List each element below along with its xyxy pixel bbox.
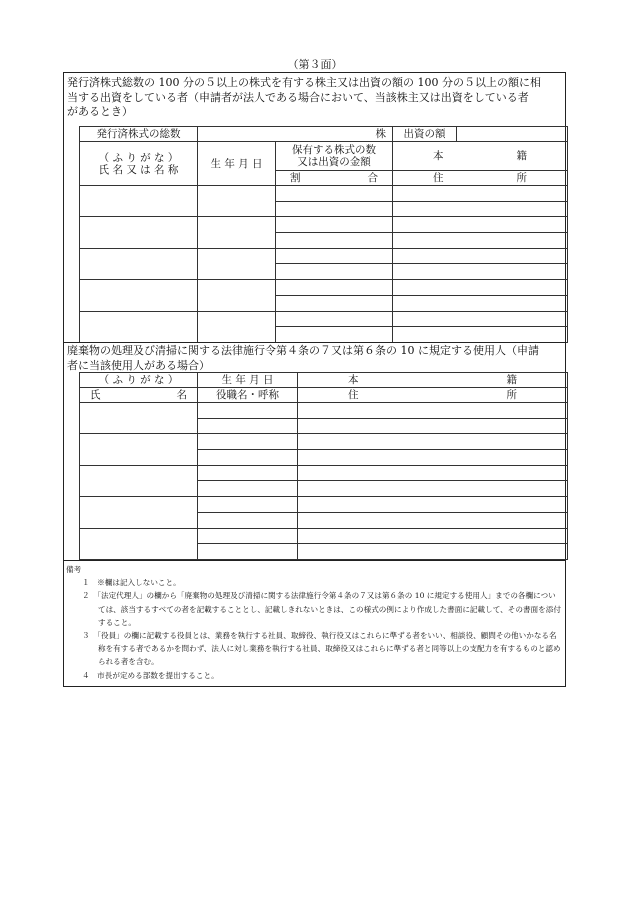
shareholders-table xyxy=(79,126,568,343)
shareholder-ratio-cell[interactable] xyxy=(276,201,393,217)
total-shares-field[interactable] xyxy=(198,127,393,142)
domicile-header-char: 本 xyxy=(433,150,444,162)
address-header-char: 住 xyxy=(433,172,444,184)
employee-birth-cell[interactable] xyxy=(198,497,298,513)
shareholder-ratio-cell[interactable] xyxy=(276,327,393,343)
employee-domicile-cell[interactable] xyxy=(298,528,568,544)
shareholder-birth-cell[interactable] xyxy=(198,311,276,342)
employee-address-cell[interactable] xyxy=(298,418,568,434)
shareholder-birth-cell[interactable] xyxy=(198,248,276,279)
shareholder-ratio-cell[interactable] xyxy=(276,264,393,280)
shareholder-address-cell[interactable] xyxy=(393,264,568,280)
address-header xyxy=(298,388,568,403)
employee-domicile-cell[interactable] xyxy=(298,434,568,450)
note-item: ４ 市長が定める部数を提出すること。 xyxy=(82,670,219,680)
employee-name-cell[interactable] xyxy=(80,434,198,465)
section1-heading-line: があるとき） xyxy=(67,105,133,118)
employee-address-cell[interactable] xyxy=(298,512,568,528)
notes xyxy=(66,563,562,682)
birth-header: 生 年 月 日 xyxy=(198,373,298,388)
shareholder-birth-cell[interactable] xyxy=(198,186,276,217)
employee-address-cell[interactable] xyxy=(298,544,568,560)
shares-unit: 株 xyxy=(375,128,387,140)
domicile-header xyxy=(393,142,568,171)
employee-address-cell[interactable] xyxy=(298,481,568,497)
title-header: 役職名・呼称 xyxy=(198,388,298,403)
ratio-header-char: 合 xyxy=(367,172,379,184)
name-header-char: 名 xyxy=(176,389,187,401)
employee-birth-cell[interactable] xyxy=(198,528,298,544)
shareholder-name-cell[interactable] xyxy=(80,248,198,279)
shareholder-address-cell[interactable] xyxy=(393,201,568,217)
furigana-header: （ ふ り が な ） xyxy=(98,151,179,164)
domicile-header-char: 本 xyxy=(348,374,359,386)
shareholder-birth-cell[interactable] xyxy=(198,280,276,311)
shareholder-name-cell[interactable] xyxy=(80,217,198,248)
section2-heading-line: 廃棄物の処理及び清掃に関する法律施行令第４条の７又は第６条の 10 に規定する使用人（申請 xyxy=(67,344,539,357)
shareholder-domicile-cell[interactable] xyxy=(393,280,568,296)
shareholder-holdings-cell[interactable] xyxy=(276,311,393,327)
birth-header: 生 年 月 日 xyxy=(198,142,276,186)
page-label: （第３面） xyxy=(287,58,343,71)
employee-title-cell[interactable] xyxy=(198,450,298,466)
employee-birth-cell[interactable] xyxy=(198,434,298,450)
domicile-header-char: 籍 xyxy=(516,150,528,162)
holdings-header-line: 又は出資の金額 xyxy=(297,156,371,168)
shareholder-address-cell[interactable] xyxy=(393,233,568,249)
shareholder-ratio-cell[interactable] xyxy=(276,233,393,249)
name-header xyxy=(80,388,198,403)
section1-heading-line: 発行済株式総数の 100 分の５以上の株式を有する株主又は出資の額の 100 分の５以上の額に相 xyxy=(67,76,541,89)
address-header-char: 所 xyxy=(506,389,517,401)
shareholder-ratio-cell[interactable] xyxy=(276,295,393,311)
shareholder-domicile-cell[interactable] xyxy=(393,217,568,233)
name-header xyxy=(80,142,198,186)
section2-heading-line: 者に当該使用人がある場合） xyxy=(67,358,210,372)
shareholder-holdings-cell[interactable] xyxy=(276,186,393,202)
note-item: ３ 「役員」の欄に記載する役員とは、業務を執行する社員、取締役、執行役又はこれらに準ずる者をいい、相談役、顧問その他いかなる名称を有する者であるかを問わず、法人に対し業務を執行する社員、取締役又はこれらに準ずる者と同等以上の支配力を有するものと認められる者を含む。 xyxy=(82,631,561,667)
employee-name-cell[interactable] xyxy=(80,465,198,496)
employee-address-cell[interactable] xyxy=(298,450,568,466)
employee-name-cell[interactable] xyxy=(80,497,198,528)
employee-title-cell[interactable] xyxy=(198,481,298,497)
note-item: ２ 「法定代理人」の欄から「廃棄物の処理及び清掃に関する法律施行令第４条の７又は第６条の 10 に規定する使用人」までの各欄については、該当するすべての者を記載することとし、記載しきれないときは、この様式の例により作成した書面に記載して、その書面を添付すること。 xyxy=(82,591,561,627)
employee-title-cell[interactable] xyxy=(198,512,298,528)
address-header-char: 所 xyxy=(516,172,528,184)
shareholder-holdings-cell[interactable] xyxy=(276,280,393,296)
shareholder-address-cell[interactable] xyxy=(393,295,568,311)
capital-field[interactable] xyxy=(457,127,568,142)
shareholder-address-cell[interactable] xyxy=(393,327,568,343)
shareholder-domicile-cell[interactable] xyxy=(393,248,568,264)
section-divider xyxy=(63,342,566,343)
shareholder-name-cell[interactable] xyxy=(80,280,198,311)
capital-label: 出資の額 xyxy=(393,127,457,142)
name-or-company-header: 氏 名 又 は 名 称 xyxy=(98,163,179,176)
employee-birth-cell[interactable] xyxy=(198,403,298,419)
notes-divider xyxy=(63,560,566,561)
employee-domicile-cell[interactable] xyxy=(298,497,568,513)
note-item: １ ※欄は記入しないこと。 xyxy=(82,578,181,588)
name-header-char: 氏 xyxy=(90,389,101,401)
shareholder-birth-cell[interactable] xyxy=(198,217,276,248)
employees-table xyxy=(79,372,568,560)
address-header xyxy=(393,171,568,186)
shareholder-name-cell[interactable] xyxy=(80,186,198,217)
section1-heading-line: 当する出資をしている者（申請者が法人である場合において、当該株主又は出資をしている者 xyxy=(67,90,529,104)
total-shares-label: 発行済株式の総数 xyxy=(80,127,198,142)
address-header-char: 住 xyxy=(348,389,359,401)
ratio-header-char: 割 xyxy=(290,172,301,184)
shareholder-domicile-cell[interactable] xyxy=(393,186,568,202)
shareholder-name-cell[interactable] xyxy=(80,311,198,342)
furigana-header: （ ふ り が な ） xyxy=(80,373,198,388)
section1-heading xyxy=(67,76,563,120)
employee-birth-cell[interactable] xyxy=(198,465,298,481)
employee-name-cell[interactable] xyxy=(80,403,198,434)
ratio-header xyxy=(276,171,393,186)
section2-heading xyxy=(67,344,563,373)
notes-heading: 備考 xyxy=(66,565,82,574)
shareholder-holdings-cell[interactable] xyxy=(276,248,393,264)
employee-domicile-cell[interactable] xyxy=(298,403,568,419)
employee-title-cell[interactable] xyxy=(198,418,298,434)
holdings-header xyxy=(276,142,393,171)
employee-name-cell[interactable] xyxy=(80,528,198,559)
shareholder-domicile-cell[interactable] xyxy=(393,311,568,327)
domicile-header xyxy=(298,373,568,388)
employee-domicile-cell[interactable] xyxy=(298,465,568,481)
employee-title-cell[interactable] xyxy=(198,544,298,560)
shareholder-holdings-cell[interactable] xyxy=(276,217,393,233)
holdings-header-line: 保有する株式の数 xyxy=(292,144,376,156)
domicile-header-char: 籍 xyxy=(506,374,517,386)
